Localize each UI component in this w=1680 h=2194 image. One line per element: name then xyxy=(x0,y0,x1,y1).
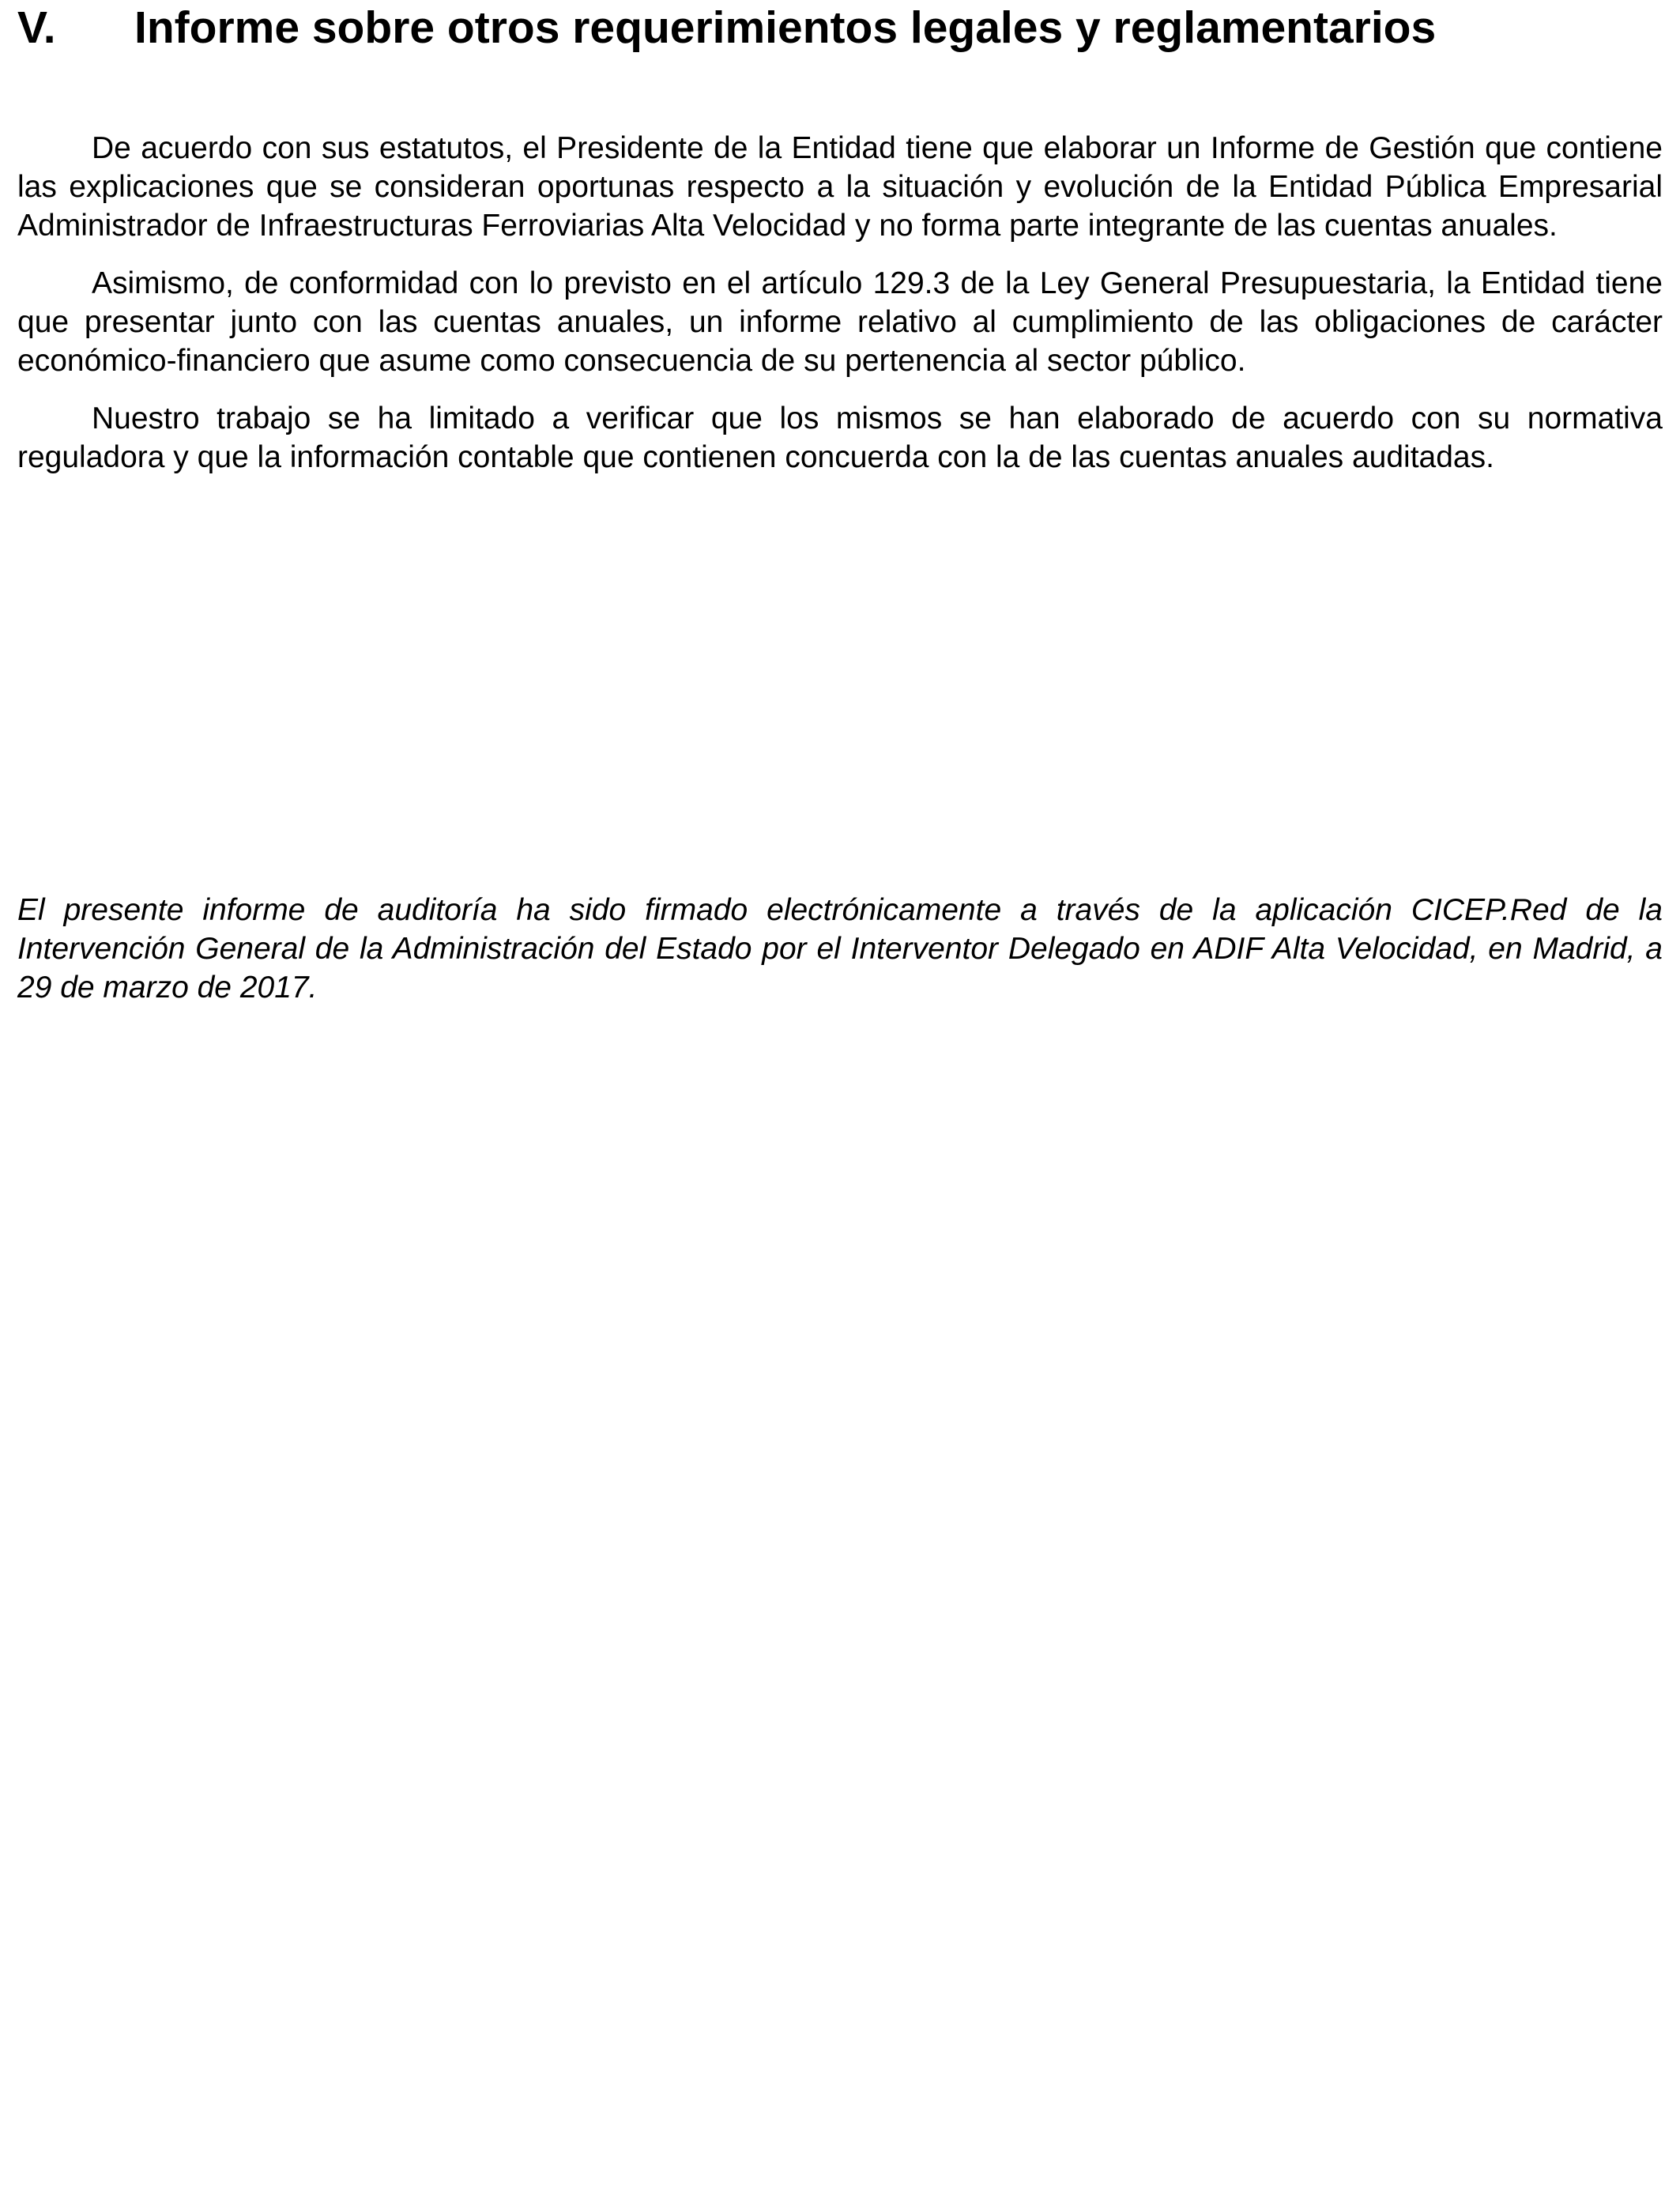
section-title: Informe sobre otros requerimientos legales y reglamentarios xyxy=(134,2,1437,53)
paragraph-statutes: De acuerdo con sus estatutos, el Presidente de la Entidad tiene que elaborar un Informe de Gestión que contiene las explicaciones que se consideran oportunas respecto a la situación y evolución de la Entidad Pública Empresarial Administrador de Infraestructuras Ferroviarias Alta Velocidad y no forma parte integrante de las cuentas anuales. xyxy=(17,131,1663,243)
paragraph-budget-law: Asimismo, de conformidad con lo previsto en el artículo 129.3 de la Ley General Presupuestaria, la Entidad tiene que presentar junto con las cuentas anuales, un informe relativo al cumplimiento de las obligaciones de carácter económico-financiero que asume como consecuencia de su pertenencia al sector público. xyxy=(17,266,1663,378)
paragraph-scope: Nuestro trabajo se ha limitado a verificar que los mismos se han elaborado de acuerdo con su normativa reguladora y que la información contable que contienen concuerda con la de las cuentas anuales auditadas. xyxy=(17,401,1663,474)
signature-note: El presente informe de auditoría ha sido firmado electrónicamente a través de la aplicación CICEP.Red de la Intervención General de la Administración del Estado por el Interventor Delegado en ADIF Alta Velocidad, en Madrid, a 29 de marzo de 2017. xyxy=(17,893,1663,1005)
section-heading xyxy=(17,0,1661,55)
body-paragraphs xyxy=(17,129,1663,496)
section-number: V. xyxy=(17,2,56,53)
